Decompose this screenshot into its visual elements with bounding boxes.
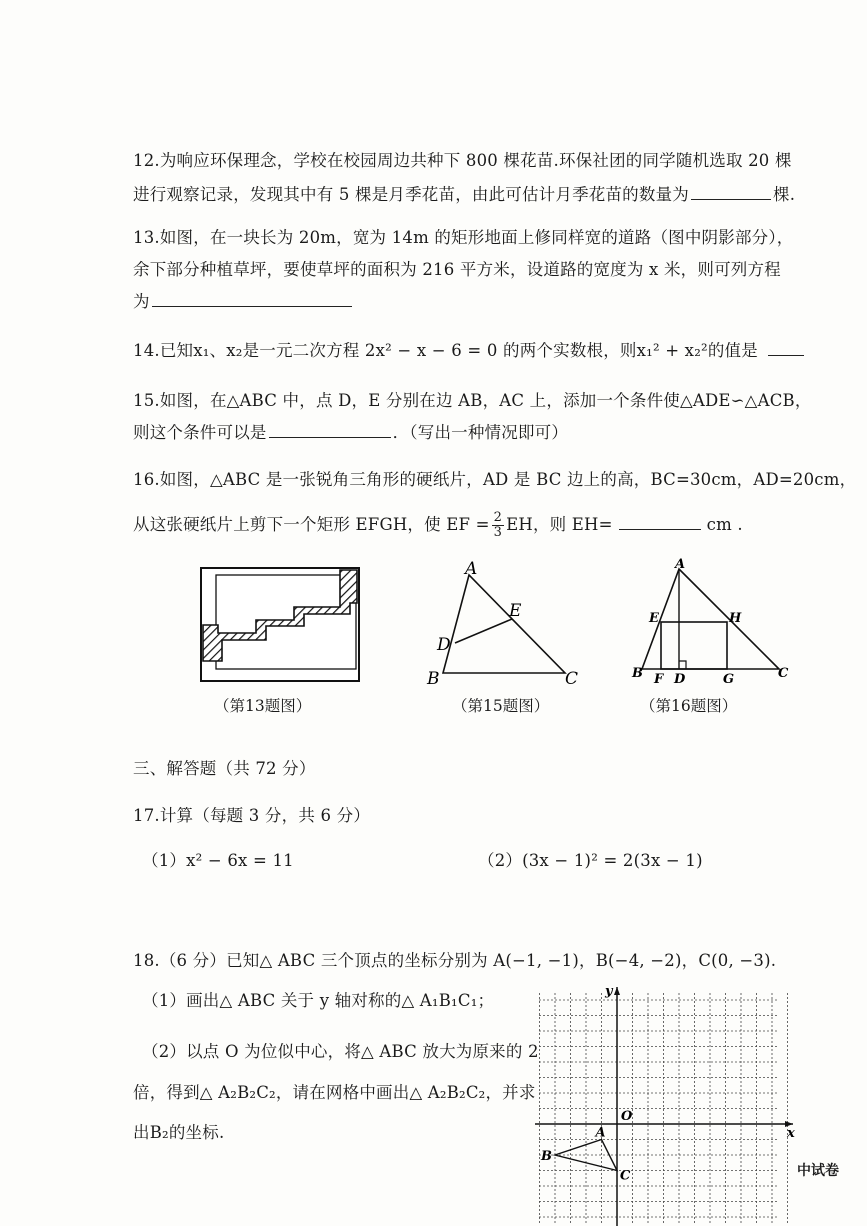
fig15-segment-de: [455, 619, 512, 643]
fig15-label-e: E: [509, 601, 522, 621]
fig16-caption: （第16题图）: [640, 697, 738, 715]
q13-answer-blank[interactable]: [152, 292, 352, 307]
section3-title: 三、解答题（共 72 分）: [133, 759, 316, 778]
q18-part2-line1: （2）以点 O 为位似中心，将△ ABC 放大为原来的 2: [142, 1042, 539, 1061]
q13-line3: [133, 292, 352, 312]
grid-label-origin: O: [621, 1109, 633, 1124]
q14-line: [133, 341, 804, 361]
fig15-label-c: C: [565, 669, 579, 688]
q18-line1: 18.（6 分）已知△ ABC 三个顶点的坐标分别为 A(−1, −1)，B(−4, −2)，C(0, −3).: [133, 951, 777, 970]
q14-text: 14.已知x₁、x₂是一元二次方程 2x² − x − 6 = 0 的两个实数根，则x₁² + x₂²的值是: [133, 341, 758, 360]
figure-16: [628, 556, 798, 686]
fig15-label-b: B: [427, 669, 440, 688]
grid-label-b: B: [541, 1149, 552, 1164]
q16-frac-num: 2: [493, 510, 503, 525]
q17-title: 17.计算（每题 3 分，共 6 分）: [133, 806, 371, 825]
q16-answer-blank[interactable]: [619, 515, 701, 530]
q13-line3-text: 为: [133, 292, 150, 311]
q15-line2-a: 则这个条件可以是: [133, 423, 267, 442]
q15-line1: 15.如图，在△ABC 中，点 D，E 分别在边 AB，AC 上，添加一个条件使△ADE∽△ACB，: [133, 391, 812, 410]
q12-answer-blank[interactable]: [691, 185, 771, 200]
q14-answer-blank[interactable]: [768, 341, 804, 356]
q16-line2-c: cm .: [706, 515, 743, 534]
q12-line2: [133, 185, 795, 205]
fig16-right-angle: [679, 661, 686, 669]
fig16-label-f: F: [654, 672, 664, 686]
q12-line2-end: 棵.: [773, 185, 796, 204]
q16-line2-a: 从这张硬纸片上剪下一个矩形 EFGH，使 EF =: [133, 515, 490, 534]
grid-label-x: x: [787, 1126, 795, 1141]
q16-line2: [133, 511, 743, 540]
fig16-label-d: D: [674, 672, 686, 686]
q18-part2-line3: 出B₂的坐标.: [133, 1123, 225, 1142]
q17-part1: （1）x² − 6x = 11: [142, 851, 294, 870]
fig16-label-c: C: [778, 666, 789, 681]
fig16-label-h: H: [729, 611, 742, 626]
grid-label-y: y: [605, 985, 613, 999]
coordinate-grid: [535, 985, 797, 1226]
fig16-triangle: [642, 569, 779, 669]
q16-fraction: [492, 511, 504, 540]
q18-part2-line2: 倍，得到△ A₂B₂C₂，请在网格中画出△ A₂B₂C₂，并求: [133, 1083, 536, 1102]
q15-answer-blank[interactable]: [269, 423, 391, 438]
fig15-label-d: D: [437, 635, 451, 655]
y-axis-arrow: [614, 987, 620, 995]
q18-part1: （1）画出△ ABC 关于 y 轴对称的△ A₁B₁C₁；: [142, 991, 495, 1010]
grid-label-c: C: [620, 1168, 631, 1184]
fig16-label-b: B: [632, 666, 643, 681]
q16-line1: 16.如图，△ABC 是一张锐角三角形的硬纸片，AD 是 BC 边上的高，BC=30cm，AD=20cm，: [133, 470, 857, 489]
q13-line1: 13.如图，在一块长为 20m，宽为 14m 的矩形地面上修同样宽的道路（图中阴影部分），: [133, 228, 794, 247]
fig13-caption: （第13题图）: [214, 697, 312, 715]
q15-line2-b: ．（写出一种情况即可）: [392, 423, 569, 442]
fig15-label-a: A: [465, 560, 478, 579]
fig16-label-g: G: [723, 672, 735, 686]
fig15-caption: （第15题图）: [452, 697, 550, 715]
q17-part2: （2）(3x − 1)² = 2(3x − 1): [478, 851, 703, 870]
q16-frac-den: 3: [493, 525, 503, 540]
figure-15: [425, 560, 585, 688]
q12-line1: 12.为响应环保理念，学校在校园周边共种下 800 棵花苗.环保社团的同学随机选取 20 棵: [133, 151, 792, 170]
fig16-rect-efgh: [661, 622, 727, 669]
fig16-label-a: A: [675, 557, 686, 572]
q12-line2-text: 进行观察记录，发现其中有 5 棵是月季花苗，由此可估计月季花苗的数量为: [133, 185, 689, 204]
q15-line2: [133, 423, 568, 443]
watermark-stamp: 中试卷: [797, 1163, 839, 1179]
fig16-label-e: E: [649, 611, 659, 626]
grid-label-a: A: [595, 1125, 606, 1141]
q16-line2-b: EH，则 EH=: [506, 515, 613, 534]
figure-13: [196, 563, 366, 687]
fig15-triangle: [443, 575, 565, 673]
q13-line2: 余下部分种植草坪，要使草坪的面积为 216 平方米，设道路的宽度为 x 米，则可列方程: [133, 260, 781, 279]
